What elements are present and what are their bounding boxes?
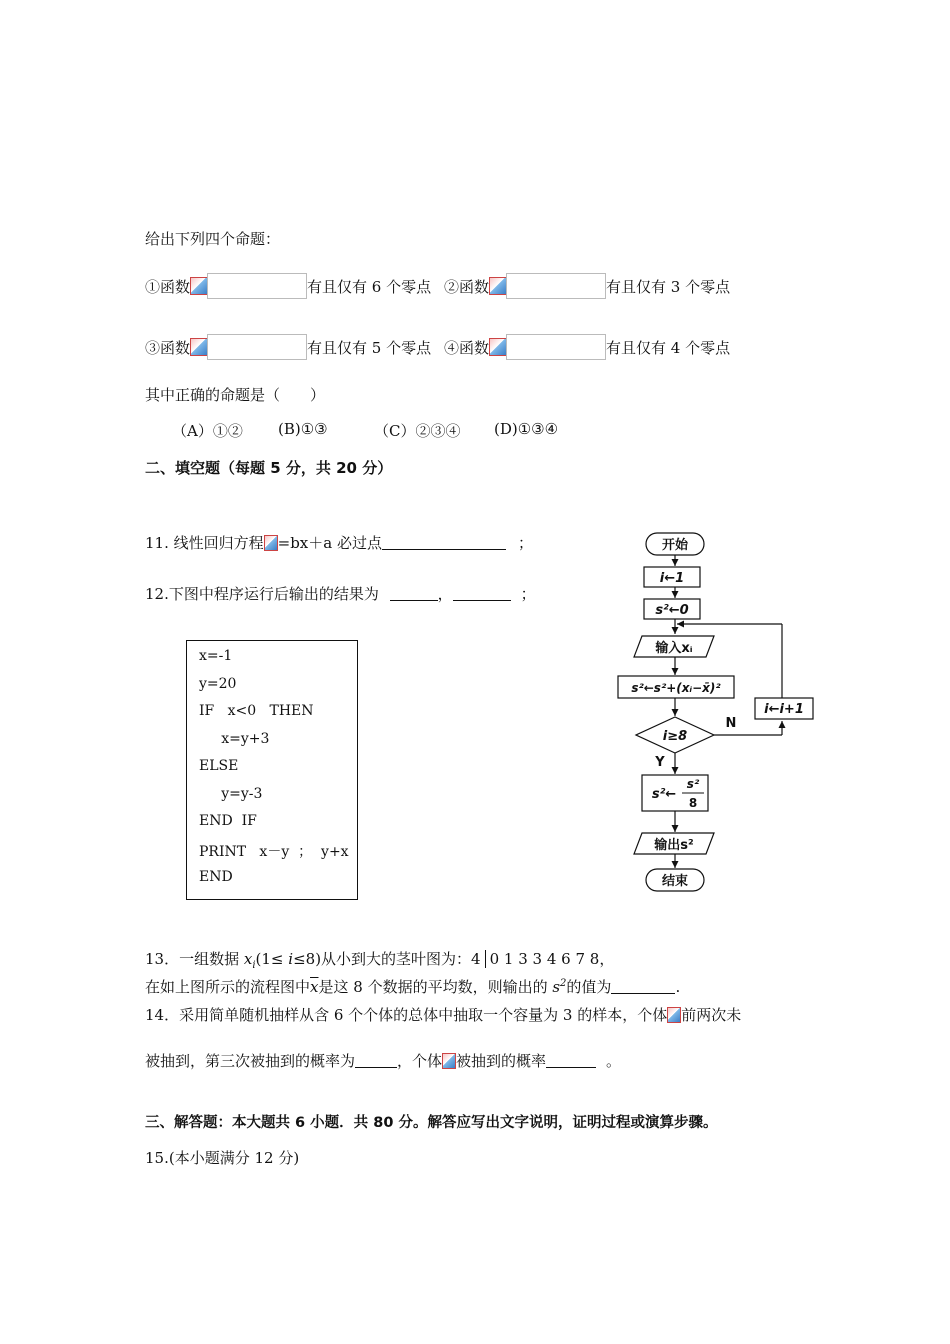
proposition-2	[444, 273, 730, 299]
formula-image-icon	[264, 535, 278, 551]
code-line: END	[199, 869, 233, 885]
q14-text: 前两次未	[681, 1006, 742, 1024]
prop-2-suffix: 有且仅有 3 个零点	[606, 278, 731, 296]
q13-text: 是这 8 个数据的平均数，则输出的	[318, 978, 553, 996]
flow-update-label: s²←s²+(xᵢ−x̄)²	[631, 681, 721, 695]
flow-init-s-label: s²←0	[655, 603, 689, 618]
question-text: 其中正确的命题是（ ）	[145, 386, 326, 404]
prop-1-suffix: 有且仅有 6 个零点	[307, 278, 432, 296]
flow-divide-denominator: 8	[688, 796, 698, 810]
answer-blank	[390, 586, 438, 601]
var-x-bar: $\overline{x}$	[310, 978, 319, 996]
flow-start-label: 开始	[661, 538, 689, 553]
q13-text: (1≤	[255, 950, 289, 968]
formula-image-icon	[489, 338, 507, 356]
proposition-4	[444, 334, 730, 360]
stem-divider	[485, 950, 486, 968]
option-d: (D)①③④	[494, 420, 559, 438]
answer-blank	[382, 535, 506, 550]
code-line: PRINT x－y ； y+x	[199, 844, 349, 860]
section-3-heading: 三、解答题：本大题共 6 小题．共 80 分。解答应写出文字说明，证明过程或演算步骤。	[145, 1115, 718, 1131]
answer-blank	[453, 586, 511, 601]
flowchart	[600, 520, 830, 900]
flow-output-label: 输出s²	[654, 838, 694, 853]
formula-image-icon	[667, 1007, 681, 1023]
question-14-line-2	[145, 1050, 621, 1071]
proposition-1	[145, 273, 431, 299]
option-a: （A）①②	[172, 422, 243, 440]
code-line: y=20	[199, 676, 237, 692]
q12-end: ；	[520, 585, 536, 603]
prop-4-suffix: 有且仅有 4 个零点	[606, 339, 731, 357]
formula-image-icon	[190, 277, 208, 295]
question-15: 15.(本小题满分 12 分)	[145, 1149, 300, 1167]
option-c: （C）②③④	[374, 422, 461, 440]
var-i: i	[288, 950, 294, 968]
prop-2-prefix: ②函数	[444, 278, 490, 296]
flow-condition-label: i≥8	[662, 729, 688, 744]
prop-4-prefix: ④函数	[444, 339, 490, 357]
q11-middle: =bx＋a 必过点	[277, 534, 382, 552]
q14-text: ，个体	[397, 1052, 443, 1070]
q11-prefix: 11. 线性回归方程	[145, 534, 264, 552]
q14-text: 被抽到，第三次被抽到的概率为	[145, 1052, 356, 1070]
q11-end: ；	[517, 534, 533, 552]
formula-placeholder	[506, 334, 606, 360]
question-14-line-1	[145, 1004, 741, 1025]
q14-end: 。	[606, 1052, 622, 1070]
formula-image-icon	[190, 338, 208, 356]
var-s-squared: $s^2$	[552, 978, 567, 996]
answer-blank	[611, 979, 675, 994]
code-line: y=y-3	[199, 786, 263, 802]
q13-end: .	[675, 978, 681, 996]
flow-init-i-label: i←1	[659, 571, 685, 586]
question-13-line-2	[145, 976, 680, 997]
q12-text: 12.下图中程序运行后输出的结果为	[145, 585, 379, 603]
flow-divide-numerator: s²	[686, 777, 700, 791]
q13-text: ≤8)从小到大的茎叶图为：4	[293, 950, 481, 968]
stem-leaves: 0 1 3 3 4 6 7 8，	[489, 950, 615, 968]
flow-yes-label: Y	[655, 755, 665, 770]
section-2-heading: 二、填空题（每题 5 分，共 20 分）	[145, 459, 393, 477]
code-line: END IF	[199, 813, 257, 829]
q13-text: 13．一组数据	[145, 950, 244, 968]
code-line: IF x<0 THEN	[199, 703, 314, 719]
q12-comma: ，	[437, 585, 453, 603]
formula-placeholder	[207, 273, 307, 299]
q14-text: 被抽到的概率	[456, 1052, 547, 1070]
code-line: x=y+3	[199, 731, 270, 747]
formula-image-icon	[489, 277, 507, 295]
flow-no-label: N	[725, 716, 737, 731]
q13-text: 的值为	[566, 978, 612, 996]
answer-blank	[546, 1053, 596, 1068]
prop-3-suffix: 有且仅有 5 个零点	[307, 339, 432, 357]
proposition-3	[145, 334, 431, 360]
flow-divide-left: s²←	[651, 787, 677, 802]
formula-image-icon	[442, 1053, 456, 1069]
q13-text: 在如上图所示的流程图中	[145, 978, 311, 996]
question-12	[145, 583, 536, 604]
code-line: x=-1	[199, 648, 233, 664]
code-line: ELSE	[199, 758, 239, 774]
question-13-line-1	[145, 948, 614, 971]
prop-1-prefix: ①函数	[145, 278, 191, 296]
q14-text: 14．采用简单随机抽样从含 6 个个体的总体中抽取一个容量为 3 的样本，个体	[145, 1006, 668, 1024]
var-x-i: $x_i$	[243, 950, 256, 971]
prop-3-prefix: ③函数	[145, 339, 191, 357]
flow-input-label: 输入xᵢ	[655, 641, 693, 656]
option-b: (B)①③	[278, 420, 328, 438]
program-code-box	[186, 640, 358, 900]
answer-blank	[355, 1053, 397, 1068]
intro-text: 给出下列四个命题：	[145, 230, 281, 248]
question-11	[145, 532, 533, 553]
flow-end-label: 结束	[661, 874, 689, 889]
formula-placeholder	[506, 273, 606, 299]
flow-increment-label: i←i+1	[764, 702, 804, 717]
formula-placeholder	[207, 334, 307, 360]
